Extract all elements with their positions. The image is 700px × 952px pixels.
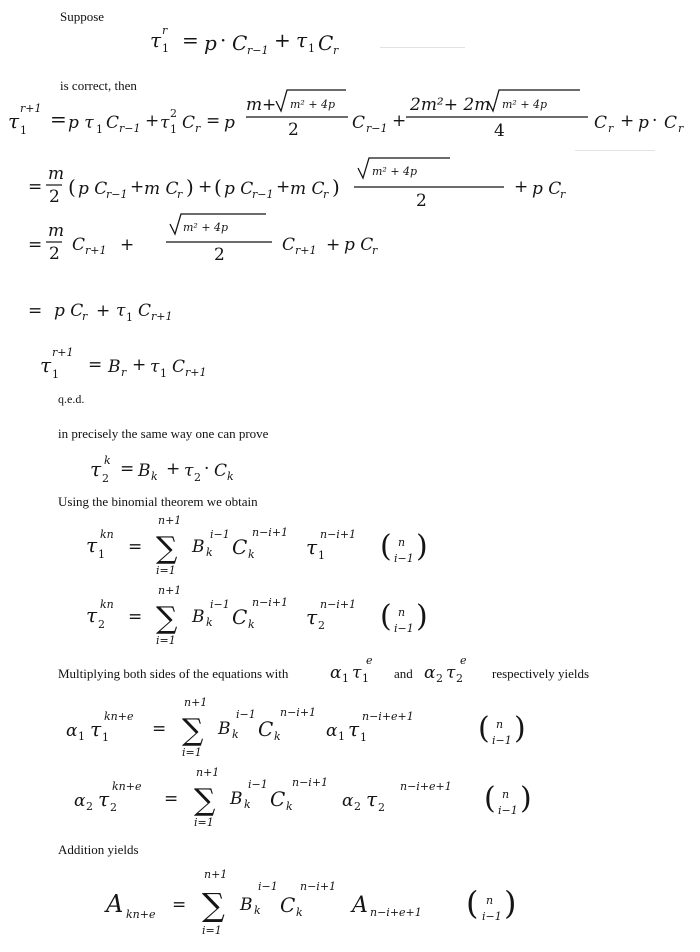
svg-text:=: = bbox=[128, 607, 143, 627]
svg-text:+: + bbox=[326, 235, 341, 255]
svg-text:+: + bbox=[274, 28, 291, 52]
svg-text:n−i+e+1: n−i+e+1 bbox=[400, 780, 452, 793]
svg-text:∑: ∑ bbox=[202, 886, 225, 924]
svg-text:B: B bbox=[218, 719, 231, 739]
svg-text:2: 2 bbox=[456, 672, 463, 684]
svg-text:=: = bbox=[182, 28, 199, 52]
svg-text:1: 1 bbox=[78, 730, 85, 743]
svg-text:C: C bbox=[172, 357, 186, 377]
svg-text:m² + 4p: m² + 4p bbox=[183, 221, 229, 234]
svg-text:n−i+e+1: n−i+e+1 bbox=[370, 906, 422, 919]
svg-text:n+1: n+1 bbox=[184, 696, 208, 709]
svg-text:C: C bbox=[594, 113, 608, 133]
svg-text:1: 1 bbox=[102, 731, 109, 744]
svg-text:=: = bbox=[152, 719, 167, 739]
svg-text:i=1: i=1 bbox=[202, 924, 222, 937]
svg-text:k: k bbox=[151, 470, 158, 483]
text-respectively: respectively yields bbox=[492, 666, 590, 681]
equation-multiplied-1 bbox=[60, 690, 560, 760]
svg-text:·: · bbox=[652, 111, 658, 131]
svg-text:τ: τ bbox=[296, 28, 308, 52]
svg-text:+: + bbox=[276, 177, 291, 197]
svg-text:n+1: n+1 bbox=[158, 584, 182, 597]
svg-text:r+1: r+1 bbox=[151, 310, 173, 323]
svg-text:m² + 4p: m² + 4p bbox=[372, 165, 418, 178]
text-qed: q.e.d. bbox=[58, 392, 85, 406]
scan-faint-line bbox=[575, 150, 655, 151]
svg-text:): ) bbox=[520, 781, 532, 816]
svg-text:1: 1 bbox=[96, 123, 103, 136]
svg-text:i−1: i−1 bbox=[394, 552, 414, 565]
svg-text:n: n bbox=[502, 788, 510, 801]
svg-text:p C: p C bbox=[344, 235, 374, 255]
svg-text:k: k bbox=[244, 798, 251, 811]
svg-text:2: 2 bbox=[170, 107, 177, 120]
svg-text:A: A bbox=[106, 890, 124, 918]
svg-text:e: e bbox=[460, 654, 467, 667]
svg-text:τ: τ bbox=[352, 663, 362, 683]
svg-text:2: 2 bbox=[214, 245, 225, 265]
svg-text:n: n bbox=[398, 536, 406, 549]
svg-text:(: ( bbox=[214, 175, 222, 199]
svg-text:n+1: n+1 bbox=[158, 514, 182, 527]
svg-text:α: α bbox=[66, 721, 78, 741]
svg-text:n−i+1: n−i+1 bbox=[320, 528, 357, 541]
svg-text:kn+e: kn+e bbox=[104, 710, 134, 723]
svg-text:=: = bbox=[28, 301, 43, 321]
svg-text:r: r bbox=[608, 122, 614, 135]
svg-text:=: = bbox=[88, 355, 103, 375]
svg-text:r: r bbox=[678, 122, 684, 135]
equation-step-1 bbox=[0, 88, 700, 148]
svg-text:i=1: i=1 bbox=[182, 746, 202, 759]
svg-text:1: 1 bbox=[98, 548, 105, 561]
equation-final-sum bbox=[100, 860, 560, 940]
svg-text:): ) bbox=[504, 884, 517, 922]
svg-text:+: + bbox=[262, 95, 277, 115]
svg-text:r−1: r−1 bbox=[366, 122, 388, 135]
svg-text:α: α bbox=[342, 791, 354, 811]
svg-text:i−1: i−1 bbox=[210, 598, 230, 611]
text-is-correct: is correct, then bbox=[60, 78, 137, 93]
svg-text:+: + bbox=[120, 235, 135, 255]
svg-text:m C: m C bbox=[290, 179, 325, 199]
svg-text:τ: τ bbox=[150, 28, 162, 52]
svg-text:1: 1 bbox=[362, 672, 369, 684]
svg-text:r+1: r+1 bbox=[295, 244, 317, 257]
svg-text:n−i+1: n−i+1 bbox=[320, 598, 357, 611]
svg-text:∑: ∑ bbox=[182, 713, 204, 748]
svg-text:n−i+e+1: n−i+e+1 bbox=[362, 710, 414, 723]
svg-text:r−1: r−1 bbox=[252, 188, 274, 201]
svg-text:2: 2 bbox=[110, 801, 117, 814]
svg-text:=: = bbox=[28, 235, 43, 255]
svg-text:1: 1 bbox=[308, 42, 315, 55]
svg-text:r: r bbox=[560, 188, 566, 201]
svg-text:+: + bbox=[166, 459, 181, 479]
svg-text:p C: p C bbox=[78, 179, 108, 199]
equation-multiplied-2 bbox=[60, 760, 580, 830]
svg-text:C: C bbox=[282, 235, 296, 255]
equation-binomial-tau1 bbox=[80, 508, 480, 578]
svg-text:(: ( bbox=[380, 529, 392, 564]
svg-text:kn: kn bbox=[100, 528, 114, 541]
svg-text:=: = bbox=[172, 895, 187, 915]
equation-tau2 bbox=[80, 448, 300, 488]
svg-text:): ) bbox=[186, 175, 194, 199]
svg-text:1: 1 bbox=[160, 367, 167, 380]
svg-text:r: r bbox=[195, 122, 201, 135]
svg-text:i=1: i=1 bbox=[194, 816, 214, 829]
svg-text:=: = bbox=[206, 111, 221, 131]
svg-text:n+1: n+1 bbox=[196, 766, 220, 779]
svg-text:τ: τ bbox=[86, 603, 98, 627]
svg-text:C: C bbox=[232, 31, 248, 55]
svg-text:k: k bbox=[104, 454, 111, 467]
svg-text:r: r bbox=[323, 188, 329, 201]
svg-text:τ: τ bbox=[184, 461, 194, 481]
svg-text:2: 2 bbox=[318, 619, 325, 632]
svg-text:i−1: i−1 bbox=[492, 734, 512, 747]
svg-text:(: ( bbox=[478, 711, 490, 746]
svg-text:p C: p C bbox=[532, 179, 562, 199]
svg-text:+: + bbox=[132, 355, 147, 375]
svg-text:C: C bbox=[232, 535, 248, 559]
svg-text:n: n bbox=[398, 606, 406, 619]
svg-text:p: p bbox=[204, 31, 217, 55]
svg-text:2: 2 bbox=[98, 618, 105, 631]
svg-text:(: ( bbox=[466, 884, 479, 922]
svg-text:+: + bbox=[392, 111, 407, 131]
svg-text:B: B bbox=[138, 461, 151, 481]
svg-text:1: 1 bbox=[52, 368, 59, 381]
svg-text:α: α bbox=[326, 721, 338, 741]
svg-text:m² + 4p: m² + 4p bbox=[502, 98, 548, 111]
svg-text:p τ: p τ bbox=[68, 113, 94, 133]
svg-text:+: + bbox=[96, 301, 111, 321]
svg-text:1: 1 bbox=[162, 42, 169, 55]
svg-text:i−1: i−1 bbox=[248, 778, 268, 791]
svg-text:τ: τ bbox=[348, 717, 360, 741]
svg-text:1: 1 bbox=[342, 672, 349, 684]
svg-text:1: 1 bbox=[338, 730, 345, 743]
svg-text:r: r bbox=[177, 188, 183, 201]
svg-text:r: r bbox=[162, 24, 168, 37]
svg-text:p: p bbox=[638, 113, 649, 133]
svg-text:2: 2 bbox=[49, 244, 60, 264]
svg-text:2: 2 bbox=[102, 472, 109, 485]
svg-text:A: A bbox=[352, 893, 368, 918]
svg-text:2: 2 bbox=[416, 191, 427, 211]
svg-text:B: B bbox=[108, 357, 121, 377]
svg-text:+: + bbox=[514, 177, 529, 197]
svg-text:r+1: r+1 bbox=[20, 102, 42, 115]
svg-text:i−1: i−1 bbox=[482, 910, 502, 923]
svg-text:2: 2 bbox=[194, 471, 201, 484]
svg-text:2: 2 bbox=[288, 120, 299, 140]
svg-text:C: C bbox=[280, 893, 296, 917]
svg-text:=: = bbox=[120, 459, 135, 479]
text-same-way: in precisely the same way one can prove bbox=[58, 426, 269, 441]
equation-binomial-tau2 bbox=[80, 578, 480, 648]
svg-text:C: C bbox=[270, 787, 286, 811]
svg-text:2: 2 bbox=[378, 801, 385, 814]
svg-text:r−1: r−1 bbox=[119, 122, 141, 135]
svg-text:i−1: i−1 bbox=[498, 804, 518, 817]
scan-faint-line bbox=[380, 47, 465, 48]
svg-text:r+1: r+1 bbox=[52, 346, 74, 359]
equation-step-3 bbox=[20, 212, 420, 272]
svg-text:r: r bbox=[121, 366, 127, 379]
svg-text:C: C bbox=[214, 461, 228, 481]
svg-text:α: α bbox=[424, 663, 436, 683]
svg-text:τ: τ bbox=[150, 357, 160, 377]
svg-text:C: C bbox=[258, 717, 274, 741]
svg-text:n−i+1: n−i+1 bbox=[280, 706, 317, 719]
svg-text:τ: τ bbox=[366, 787, 378, 811]
svg-text:i=1: i=1 bbox=[156, 634, 176, 647]
svg-text:=: = bbox=[128, 537, 143, 557]
svg-text:(: ( bbox=[380, 599, 392, 634]
svg-text:B: B bbox=[192, 607, 205, 627]
svg-text:n−i+1: n−i+1 bbox=[292, 776, 329, 789]
svg-text:m C: m C bbox=[144, 179, 179, 199]
equation-step-4 bbox=[20, 290, 260, 330]
svg-text:(: ( bbox=[68, 175, 76, 199]
svg-text:r−1: r−1 bbox=[106, 188, 128, 201]
svg-text:α: α bbox=[74, 791, 86, 811]
svg-text:τ: τ bbox=[40, 353, 52, 377]
text-suppose: Suppose bbox=[60, 9, 105, 24]
text-and: and bbox=[394, 666, 413, 681]
svg-text:C: C bbox=[72, 235, 86, 255]
svg-text:1: 1 bbox=[20, 124, 27, 137]
svg-text:∑: ∑ bbox=[194, 783, 216, 818]
svg-text:B: B bbox=[192, 537, 205, 557]
svg-text:n: n bbox=[486, 894, 494, 907]
text-multiplying: Multiplying both sides of the equations with bbox=[58, 666, 289, 681]
svg-text:i−1: i−1 bbox=[236, 708, 256, 721]
svg-text:n+1: n+1 bbox=[204, 868, 228, 881]
svg-text:·: · bbox=[220, 28, 227, 52]
inline-alpha2-tau2 bbox=[422, 650, 484, 684]
equation-step-2 bbox=[20, 152, 620, 212]
svg-text:=: = bbox=[50, 107, 67, 131]
svg-text:τ: τ bbox=[98, 787, 110, 811]
svg-text:): ) bbox=[514, 711, 526, 746]
svg-text:C: C bbox=[318, 31, 334, 55]
svg-text:i−1: i−1 bbox=[210, 528, 230, 541]
svg-text:r−1: r−1 bbox=[247, 44, 269, 57]
svg-text:): ) bbox=[416, 599, 428, 634]
svg-text:·: · bbox=[204, 459, 210, 479]
svg-text:m: m bbox=[48, 221, 65, 241]
svg-text:kn+e: kn+e bbox=[112, 780, 142, 793]
svg-text:4: 4 bbox=[494, 121, 505, 141]
svg-text:B: B bbox=[240, 895, 253, 915]
svg-text:): ) bbox=[416, 529, 428, 564]
text-addition: Addition yields bbox=[58, 842, 139, 857]
svg-text:C: C bbox=[182, 113, 196, 133]
svg-text:m² + 4p: m² + 4p bbox=[290, 98, 336, 111]
svg-text:=: = bbox=[164, 789, 179, 809]
svg-text:m: m bbox=[246, 95, 263, 115]
svg-text:1: 1 bbox=[170, 123, 177, 136]
svg-text:r: r bbox=[372, 244, 378, 257]
equation-hypothesis bbox=[140, 14, 380, 64]
svg-text:k: k bbox=[232, 728, 239, 741]
equation-result bbox=[30, 340, 290, 384]
svg-text:k: k bbox=[296, 906, 303, 919]
svg-text:B: B bbox=[230, 789, 243, 809]
svg-text:2m²+ 2m: 2m²+ 2m bbox=[410, 95, 491, 115]
svg-text:τ: τ bbox=[306, 535, 318, 559]
svg-text:i−1: i−1 bbox=[258, 880, 278, 893]
svg-text:e: e bbox=[366, 654, 373, 667]
svg-text:C: C bbox=[138, 301, 152, 321]
svg-text:k: k bbox=[206, 546, 213, 559]
svg-text:i=1: i=1 bbox=[156, 564, 176, 577]
svg-text:τ: τ bbox=[86, 533, 98, 557]
svg-text:2: 2 bbox=[436, 672, 443, 684]
svg-text:n: n bbox=[496, 718, 504, 731]
svg-text:k: k bbox=[206, 616, 213, 629]
svg-text:2: 2 bbox=[354, 800, 361, 813]
svg-text:=: = bbox=[28, 177, 43, 197]
svg-text:n−i+1: n−i+1 bbox=[252, 526, 289, 539]
svg-text:n−i+1: n−i+1 bbox=[300, 880, 337, 893]
svg-text:k: k bbox=[286, 800, 293, 813]
svg-text:+: + bbox=[620, 111, 635, 131]
svg-text:kn+e: kn+e bbox=[126, 908, 156, 921]
inline-alpha1-tau1 bbox=[328, 650, 390, 684]
svg-text:+: + bbox=[145, 111, 160, 131]
svg-text:k: k bbox=[254, 904, 261, 917]
svg-text:p: p bbox=[224, 113, 235, 133]
svg-text:+: + bbox=[130, 177, 145, 197]
svg-text:r+1: r+1 bbox=[85, 244, 107, 257]
svg-text:C: C bbox=[232, 605, 248, 629]
text-binomial: Using the binomial theorem we obtain bbox=[58, 494, 258, 509]
svg-text:τ: τ bbox=[446, 663, 456, 683]
svg-text:i−1: i−1 bbox=[394, 622, 414, 635]
svg-text:1: 1 bbox=[360, 731, 367, 744]
svg-text:kn: kn bbox=[100, 598, 114, 611]
svg-text:τ: τ bbox=[90, 457, 102, 481]
svg-text:C: C bbox=[664, 113, 678, 133]
svg-text:1: 1 bbox=[318, 549, 325, 562]
svg-text:τ: τ bbox=[8, 109, 20, 133]
svg-text:+: + bbox=[198, 177, 213, 197]
svg-text:r: r bbox=[333, 44, 339, 57]
svg-text:n−i+1: n−i+1 bbox=[252, 596, 289, 609]
svg-text:p C: p C bbox=[54, 301, 84, 321]
svg-text:m: m bbox=[48, 164, 65, 184]
svg-text:τ: τ bbox=[160, 113, 170, 133]
svg-text:C: C bbox=[352, 113, 366, 133]
svg-text:r: r bbox=[82, 310, 88, 323]
svg-text:∑: ∑ bbox=[156, 601, 178, 636]
svg-text:α: α bbox=[330, 663, 342, 683]
svg-text:∑: ∑ bbox=[156, 531, 178, 566]
svg-text:2: 2 bbox=[86, 800, 93, 813]
svg-text:τ: τ bbox=[306, 605, 318, 629]
svg-text:k: k bbox=[274, 730, 281, 743]
svg-text:τ: τ bbox=[116, 301, 126, 321]
svg-text:1: 1 bbox=[126, 311, 133, 324]
svg-text:τ: τ bbox=[90, 717, 102, 741]
svg-text:): ) bbox=[332, 175, 340, 199]
svg-text:k: k bbox=[248, 618, 255, 631]
svg-text:k: k bbox=[248, 548, 255, 561]
svg-text:p C: p C bbox=[224, 179, 254, 199]
svg-text:2: 2 bbox=[49, 187, 60, 207]
svg-text:k: k bbox=[227, 470, 234, 483]
svg-text:r+1: r+1 bbox=[185, 366, 207, 379]
svg-text:C: C bbox=[106, 113, 120, 133]
svg-text:(: ( bbox=[484, 781, 496, 816]
